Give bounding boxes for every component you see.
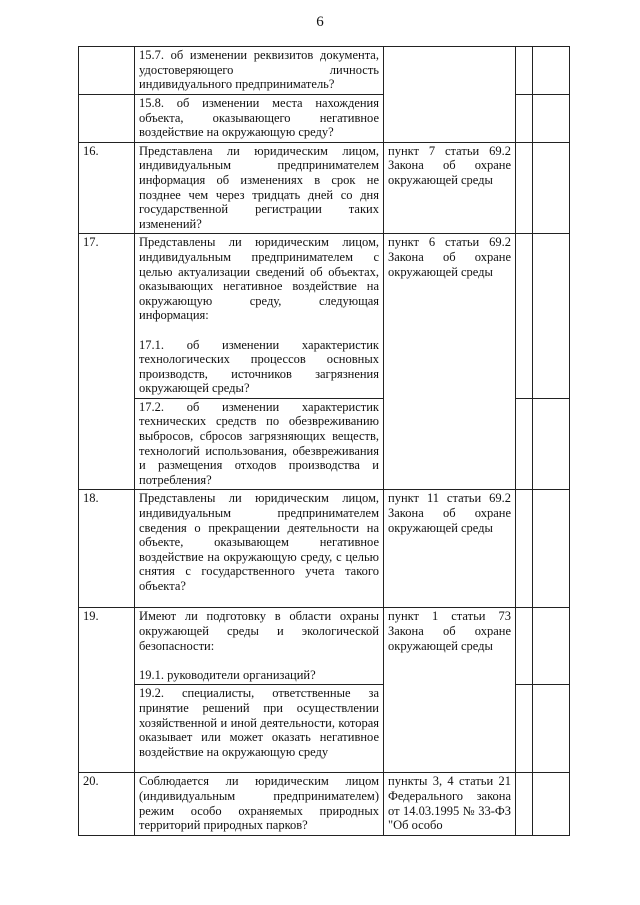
question-19-2: 19.2. специалисты, ответственные за принятие решений при осуществлении хозяйственной и иной деятельности, которая оказывает или может оказать негативное воздействие на окружающую среду	[135, 685, 384, 773]
question-19: Имеют ли подготовку в области охраны окружающей среды и экологической безопасности:	[139, 609, 379, 653]
row-number: 20.	[79, 773, 135, 835]
reference-16: пункт 7 статьи 69.2 Закона об охране окружающей среды	[384, 142, 516, 234]
reference-cell	[384, 47, 516, 143]
answer-cell	[533, 142, 570, 234]
answer-cell	[533, 398, 570, 490]
reference-20: пункты 3, 4 статьи 21 Федерального закона от 14.03.1995 № 33-ФЗ "Об особо	[384, 773, 516, 835]
answer-cell	[516, 773, 533, 835]
answer-cell	[516, 685, 533, 773]
answer-cell	[533, 608, 570, 685]
table-row	[79, 490, 570, 608]
answer-cell	[516, 490, 533, 608]
page-number: 6	[316, 14, 324, 30]
answer-cell	[516, 608, 533, 685]
table-row	[79, 142, 570, 234]
table-row	[79, 773, 570, 835]
answer-cell	[533, 95, 570, 143]
question-15-8: 15.8. об изменении места нахождения объекта, оказывающего негативное воздействие на окружающую среду?	[135, 95, 384, 143]
answer-cell	[533, 685, 570, 773]
table-row	[79, 234, 570, 399]
answer-cell	[533, 773, 570, 835]
answer-cell	[516, 234, 533, 399]
question-18: Представлены ли юридическим лицом, индивидуальным предпринимателем сведения о прекращении деятельности на объекте, оказывающем негативное воздействие на окружающую среду, с целью снятия с государственного учета такого объекта?	[135, 490, 384, 608]
question-19-cell	[135, 608, 384, 685]
row-number-cell	[79, 47, 135, 95]
row-number: 17.	[79, 234, 135, 490]
row-number: 16.	[79, 142, 135, 234]
question-20: Соблюдается ли юридическим лицом (индивидуальным предпринимателем) режим особо охраняемых природных территорий природных парков?	[135, 773, 384, 835]
question-15-7: 15.7. об изменении реквизитов документа, удостоверяющего личность индивидуального предприниматель?	[135, 47, 384, 95]
row-number-cell	[79, 95, 135, 143]
answer-cell	[533, 47, 570, 95]
question-17: Представлены ли юридическим лицом, индивидуальным предпринимателем с целью актуализации сведений об объектах, оказывающих негативное воздействие на окружающую среду, следующая информация:	[139, 235, 379, 323]
question-17-cell	[135, 234, 384, 399]
question-19-1: 19.1. руководители организаций?	[139, 667, 316, 682]
reference-19: пункт 1 статьи 73 Закона об охране окружающей среды	[384, 608, 516, 773]
question-16: Представлена ли юридическим лицом, индивидуальным предпринимателем информация об изменениях в срок не позднее чем через тридцать дней со дня государственной регистрации таких изменений?	[135, 142, 384, 234]
reference-18: пункт 11 статьи 69.2 Закона об охране окружающей среды	[384, 490, 516, 608]
table-row	[79, 47, 570, 95]
question-17-1: 17.1. об изменении характеристик технологических процессов основных производств, источников загрязнения окружающей среды?	[139, 337, 379, 396]
answer-cell	[516, 95, 533, 143]
answer-cell	[533, 490, 570, 608]
row-number: 18.	[79, 490, 135, 608]
checklist-table	[78, 46, 570, 836]
answer-cell	[516, 47, 533, 95]
reference-17: пункт 6 статьи 69.2 Закона об охране окружающей среды	[384, 234, 516, 490]
answer-cell	[533, 234, 570, 399]
table-row	[79, 608, 570, 685]
row-number: 19.	[79, 608, 135, 773]
answer-cell	[516, 142, 533, 234]
question-17-2: 17.2. об изменении характеристик технических средств по обезвреживанию выбросов, сбросов загрязняющих веществ, технологий использования, обезвреживания и размещения отходов производства и потребления?	[135, 398, 384, 490]
answer-cell	[516, 398, 533, 490]
